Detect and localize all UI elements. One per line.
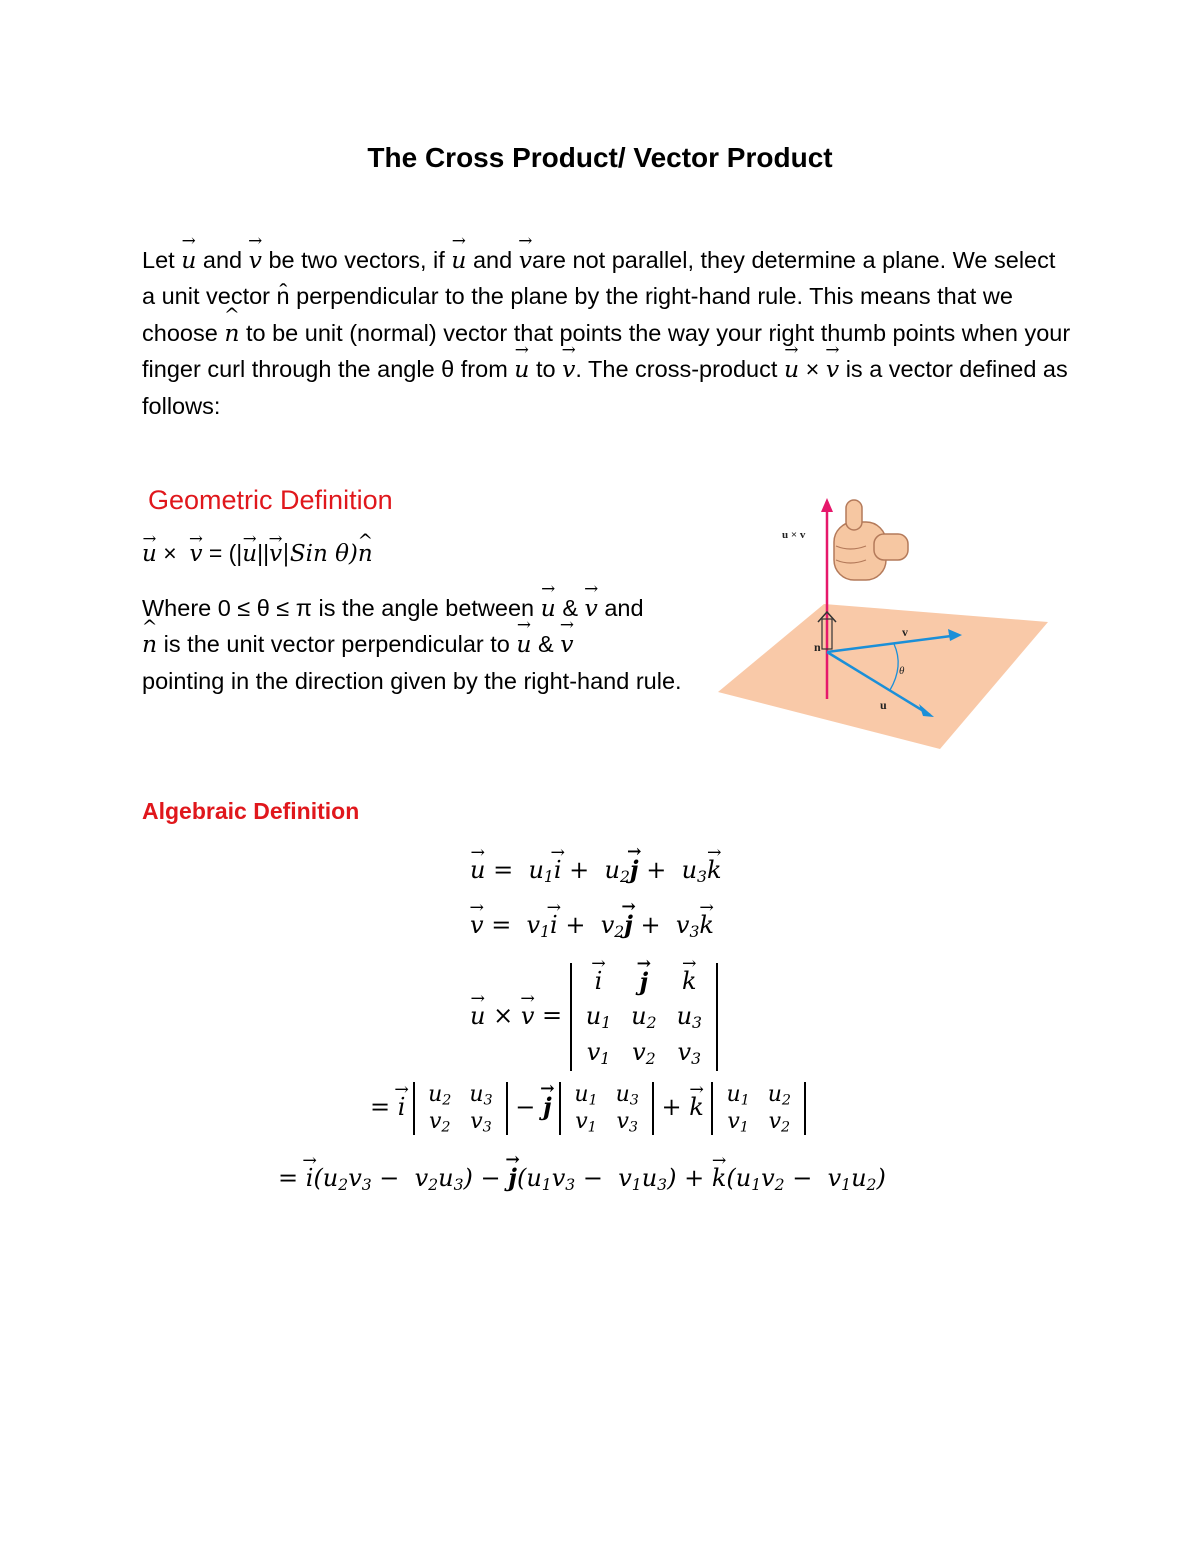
plane — [718, 604, 1048, 749]
label-n: n — [814, 640, 821, 654]
algebraic-heading: Algebraic Definition — [142, 798, 360, 824]
equation-expanded: = → $i(u_2v_3 - v_2u_3)$ − → $j(u_1v_3 - v_1u_3)$ + → $k(u_1v_2 - v_1u_2)$ — [278, 1163, 886, 1194]
equation-u: → $u = u_1\to i + u_2\to j + u_3\to k$ — [470, 855, 722, 886]
equation-cross-determinant: → u × → v = → i → j → k $u_1$ $u_2$ $u_3$ $v_1$ $v_2$ $v_3$ — [470, 963, 718, 1071]
determinant-3x3: → i → j → k $u_1$ $u_2$ $u_3$ $v_1$ $v_2$ $v_3$ — [570, 963, 718, 1071]
intro-be-two: be two vectors, if — [268, 247, 445, 273]
geometric-explanation: Where 0 ≤ θ ≤ π is the angle between → u & → v and ^ n is the unit vector perpendicular to → u & → v pointing in the direction given by the right-hand rule. — [142, 590, 702, 699]
vector-u: → u — [181, 242, 196, 278]
geometric-heading: Geometric Definition — [148, 485, 393, 515]
minor-j: $u_1$ $u_3$ $v_1$ $v_3$ — [559, 1082, 654, 1135]
vector-u: → u — [784, 351, 799, 387]
formula-mid: = (| — [208, 540, 243, 566]
axis-arrowhead — [821, 498, 833, 512]
intro-and-1: and — [202, 247, 243, 273]
intro-to: to — [535, 356, 556, 383]
intro-let: Let — [142, 247, 175, 273]
label-theta: θ — [899, 665, 905, 677]
unit-perp-text: is the unit vector perpendicular to — [163, 631, 510, 658]
formula-sin: |Sin θ) — [282, 541, 358, 567]
label-uxv: u × v — [782, 529, 806, 541]
vector-v: → v — [249, 242, 262, 278]
minor-i: $u_2$ $u_3$ $v_2$ $v_3$ — [413, 1082, 508, 1135]
pointing-text: pointing in the direction given by the right-hand rule. — [142, 667, 682, 694]
label-v: v — [902, 625, 908, 639]
vector-v: → v — [562, 351, 575, 387]
intro-defined: is a vector defined as follows: — [142, 356, 1068, 419]
where-text: Where 0 ≤ θ ≤ π is the angle between — [142, 595, 535, 621]
minor-k: $u_1$ $u_2$ $v_1$ $v_2$ — [711, 1082, 806, 1135]
vector-v: → v — [519, 242, 532, 278]
intro-and-2: and — [472, 247, 513, 273]
hand-icon — [834, 500, 908, 580]
vector-v: → v — [826, 351, 839, 387]
unit-vector-n: ^ n — [224, 315, 239, 351]
vector-u: → u — [514, 351, 529, 387]
label-u: u — [880, 698, 887, 712]
equation-cofactor-expansion: = → i $u_2$ $u_3$ $v_2$ $v_3$ − → j $u_1$ $u_3$ $v_1$ $v_3$ + → k $u_1$ $u_2$ $v_1$ $v_2$ — [370, 1082, 806, 1135]
geometric-formula: → u × → v = (|→ u||→ v|Sin θ)^ n — [142, 540, 373, 567]
intro-cross: . The cross-product — [575, 356, 778, 383]
right-hand-rule-figure — [714, 494, 1054, 752]
intro-are-not: are not parallel, they determine a plane. We select a unit vector n̂ perpendicular to the plane by the right-hand rule. This means that we choose — [142, 247, 1056, 346]
equation-v: → $v = v_1\to i + v_2\to j + v_3\to k$ — [470, 910, 714, 941]
intro-to-be: to be unit (normal) vector that points the way your right thumb points when your finger curl through the angle θ from — [142, 319, 1071, 383]
page-title: The Cross Product/ Vector Product — [367, 142, 833, 173]
vector-u: → u — [451, 242, 466, 278]
intro-paragraph: Let → u and → v be two vectors, if → u and → vare not parallel, they determine a plane. We select a unit vector n̂ perpendicular to the plane by the right-hand rule. This means that we choose ^ n to be unit (normal) vector that points the way your right thumb points when your finger curl through the angle θ from → u to → v. The cross-product → u × → v is a vector defined as follows: — [142, 242, 1072, 424]
